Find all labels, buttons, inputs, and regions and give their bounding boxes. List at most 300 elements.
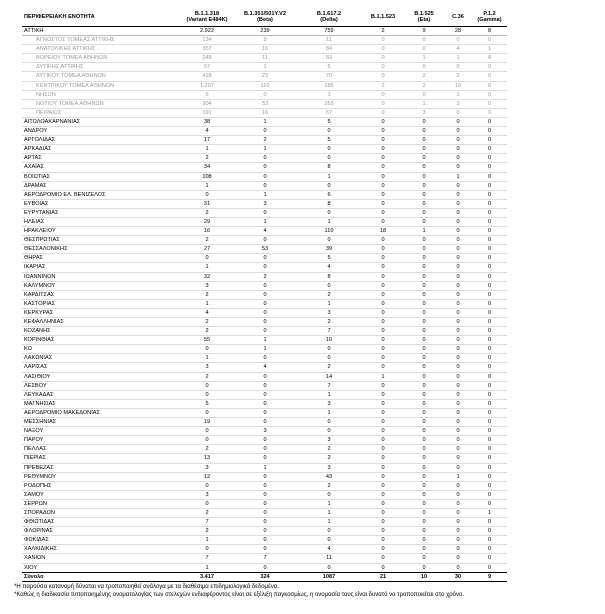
- cell-value: 0: [422, 237, 426, 244]
- row-label: ΑΡΤΑΣ: [24, 155, 42, 162]
- cell-value: 0: [381, 419, 385, 426]
- cell-value: 0: [422, 300, 426, 307]
- cell-value: 6: [327, 191, 331, 198]
- cell-value: 1: [263, 464, 267, 471]
- cell-value: 2.922: [180, 27, 234, 36]
- row-label: ΦΘΙΩΤΙΔΑΣ: [24, 519, 55, 526]
- cell-value: 11: [262, 55, 268, 62]
- cell-value: 0: [487, 346, 492, 353]
- cell-value: 0: [456, 64, 460, 71]
- table-row: [22, 554, 507, 563]
- header-line-1: ΠΕΡΙΦΕΡΕΙΑΚΗ ΕΝΟΤΗΤΑ: [24, 13, 95, 20]
- cell-value: 0: [487, 319, 492, 325]
- cell-value: 0: [381, 564, 385, 571]
- cell-value: 1: [205, 146, 209, 153]
- cell-value: 5: [327, 255, 331, 262]
- cell-value: 304: [202, 100, 212, 107]
- cell-value: 0: [456, 291, 460, 298]
- cell-value: 17: [203, 137, 211, 144]
- cell-value: 0: [422, 528, 426, 535]
- header-line-2: (Delta): [320, 17, 338, 23]
- cell-value: 1: [263, 64, 267, 71]
- table-row-subarea: [22, 36, 507, 45]
- cell-value: 0: [263, 209, 267, 216]
- cell-value: 3: [205, 464, 209, 471]
- row-label: ΒΟΙΩΤΙΑΣ: [24, 173, 50, 180]
- cell-value: 1: [327, 500, 331, 507]
- cell-value: 0: [263, 182, 267, 189]
- row-label: ΧΑΛΚΙΔΙΚΗΣ: [24, 546, 58, 553]
- cell-value: 0: [327, 128, 331, 135]
- cell-value: 0: [422, 46, 426, 53]
- cell-value: 0: [263, 546, 267, 553]
- cell-value: 253: [324, 100, 334, 107]
- cell-value: 0: [422, 182, 426, 189]
- cell-value: 0: [263, 91, 267, 98]
- cell-value: 0: [263, 164, 267, 171]
- cell-value: 11: [326, 555, 332, 562]
- cell-value: 0: [487, 364, 492, 371]
- cell-value: 0: [327, 537, 331, 544]
- cell-value: 0: [381, 555, 385, 562]
- cell-value: 38: [203, 118, 211, 125]
- cell-value: 0: [487, 255, 492, 262]
- cell-value: 0: [327, 155, 331, 162]
- cell-value: 0: [205, 482, 209, 489]
- cell-value: 2: [205, 373, 209, 380]
- cell-value: 0: [456, 118, 460, 125]
- cell-value: 0: [487, 382, 492, 389]
- cell-value: 0: [422, 446, 426, 453]
- cell-value: 0: [487, 391, 492, 398]
- table-row: [22, 390, 507, 399]
- cell-value: 43: [325, 473, 333, 480]
- cell-value: 0: [381, 282, 385, 289]
- cell-value: 0: [381, 364, 385, 371]
- table-row: [22, 136, 507, 145]
- cell-value: 0: [381, 346, 385, 353]
- cell-value: 0: [456, 346, 460, 353]
- table-row: [22, 236, 507, 245]
- cell-value: 0: [422, 164, 426, 171]
- cell-value: 83: [325, 55, 333, 62]
- cell-value: 2: [205, 155, 209, 162]
- cell-value: 0: [487, 128, 492, 135]
- cell-value: 2: [263, 137, 267, 144]
- cell-value: 32: [203, 273, 211, 280]
- cell-value: 2: [263, 273, 267, 280]
- cell-value: 0: [487, 273, 492, 280]
- cell-value: 0: [263, 319, 267, 325]
- cell-value: 0: [456, 309, 460, 316]
- cell-value: 1: [327, 300, 331, 307]
- cell-value: 0: [205, 191, 209, 198]
- cell-value: 0: [381, 473, 385, 480]
- cell-value: 3: [205, 491, 209, 498]
- cell-value: 0: [456, 519, 460, 526]
- header-line-1: B.1.1.523: [370, 13, 396, 20]
- cell-value: 0: [422, 264, 426, 271]
- cell-value: 0: [422, 491, 426, 498]
- cell-value: 0: [487, 264, 492, 271]
- cell-value: 0: [327, 564, 331, 571]
- cell-value: 418: [202, 73, 212, 80]
- cell-value: 0: [263, 437, 267, 444]
- cell-value: 0: [422, 537, 426, 544]
- row-label: ΣΠΟΡΑΔΩΝ: [24, 509, 55, 516]
- cell-value: 7: [205, 519, 209, 526]
- cell-value: 0: [205, 346, 209, 353]
- cell-value: 0: [205, 409, 209, 416]
- variant-distribution-table-wrapper: [22, 8, 507, 582]
- cell-value: 1: [487, 46, 492, 53]
- cell-value: 0: [422, 546, 426, 553]
- table-row-attiki: [22, 27, 507, 36]
- cell-value: 3: [422, 109, 426, 116]
- cell-value: 0: [422, 37, 426, 44]
- cell-value: 2: [205, 328, 209, 335]
- cell-value: 0: [422, 128, 426, 135]
- cell-value: 8: [327, 164, 331, 171]
- row-label: ΜΕΣΣΗΝΙΑΣ: [24, 419, 57, 426]
- cell-value: 0: [381, 246, 385, 253]
- row-label: Σύνολο: [22, 572, 180, 581]
- cell-value: 0: [381, 100, 385, 107]
- cell-value: 0: [422, 309, 426, 316]
- cell-value: 6: [205, 91, 209, 98]
- table-row: [22, 445, 507, 454]
- cell-value: 1: [263, 191, 267, 198]
- cell-value: 21: [362, 572, 404, 581]
- row-label: ΡΟΔΟΠΗΣ: [24, 482, 52, 489]
- cell-value: 0: [422, 291, 426, 298]
- cell-value: 14: [325, 373, 333, 380]
- cell-value: 0: [205, 391, 209, 398]
- cell-value: 70: [325, 73, 333, 80]
- cell-value: 55: [203, 337, 211, 344]
- cell-value: 1: [456, 473, 460, 480]
- table-row: [22, 372, 507, 381]
- cell-value: 0: [456, 491, 460, 498]
- cell-value: 0: [381, 209, 385, 216]
- cell-value: 0: [381, 391, 385, 398]
- cell-value: 0: [456, 218, 460, 225]
- cell-value: 0: [456, 137, 460, 144]
- cell-value: 3: [456, 100, 460, 107]
- cell-value: 0: [456, 237, 460, 244]
- cell-value: 0: [456, 228, 460, 235]
- cell-value: 1: [205, 355, 209, 362]
- cell-value: 2: [327, 319, 331, 325]
- column-header-variant: [472, 8, 507, 27]
- cell-value: 0: [381, 309, 385, 316]
- table-row: [22, 290, 507, 299]
- cell-value: 1: [327, 391, 331, 398]
- cell-value: 0: [381, 482, 385, 489]
- cell-value: 0: [381, 500, 385, 507]
- cell-value: 0: [422, 319, 426, 325]
- cell-value: 0: [487, 455, 492, 462]
- cell-value: 0: [422, 246, 426, 253]
- cell-value: 0: [422, 455, 426, 462]
- cell-value: 0: [381, 46, 385, 53]
- cell-value: 0: [487, 300, 492, 307]
- row-label: ΒΟΡΕΙΟΥ ΤΟΜΕΑ ΑΘΗΝΩΝ: [36, 55, 108, 62]
- cell-value: 1: [205, 537, 209, 544]
- cell-value: 84: [325, 46, 333, 53]
- cell-value: 0: [381, 146, 385, 153]
- cell-value: 5: [205, 400, 209, 407]
- cell-value: 110: [324, 228, 334, 235]
- cell-value: 0: [263, 473, 267, 480]
- cell-value: 11: [326, 37, 332, 44]
- cell-value: 0: [422, 355, 426, 362]
- cell-value: 0: [487, 291, 492, 298]
- row-label: ΑΝΔΡΟΥ: [24, 128, 48, 135]
- cell-value: 0: [422, 191, 426, 198]
- cell-value: 0: [205, 500, 209, 507]
- cell-value: 0: [263, 509, 267, 516]
- cell-value: 0: [456, 264, 460, 271]
- cell-value: 0: [327, 428, 331, 435]
- cell-value: 0: [456, 319, 460, 325]
- cell-value: 0: [422, 255, 426, 262]
- cell-value: 0: [327, 346, 331, 353]
- cell-value: 0: [487, 400, 492, 407]
- cell-value: 0: [263, 309, 267, 316]
- cell-value: 67: [325, 109, 333, 116]
- cell-value: 0: [422, 509, 426, 516]
- cell-value: 0: [456, 200, 460, 207]
- cell-value: 0: [381, 173, 385, 180]
- cell-value: 0: [263, 409, 267, 416]
- cell-value: 0: [456, 191, 460, 198]
- cell-value: 239: [234, 27, 296, 36]
- cell-value: 357: [202, 46, 212, 53]
- cell-value: 3: [263, 200, 267, 207]
- cell-value: 0: [422, 282, 426, 289]
- cell-value: 0: [381, 128, 385, 135]
- row-label: ΑΝΑΤΟΛΙΚΗΣ ΑΤΤΙΚΗΣ: [36, 46, 96, 53]
- cell-value: 0: [487, 564, 492, 571]
- cell-value: 0: [422, 428, 426, 435]
- header-line-2: (Beta): [257, 17, 273, 23]
- row-label: ΣΕΡΡΩΝ: [24, 500, 47, 507]
- cell-value: 0: [381, 328, 385, 335]
- cell-value: 0: [327, 182, 331, 189]
- cell-value: 1087: [296, 572, 362, 581]
- row-label: ΛΕΣΒΟΥ: [24, 382, 47, 389]
- cell-value: 0: [381, 491, 385, 498]
- cell-value: 2: [205, 509, 209, 516]
- cell-value: 2: [456, 73, 460, 80]
- cell-value: 0: [263, 355, 267, 362]
- row-label: ΕΥΡΥΤΑΝΙΑΣ: [24, 209, 59, 216]
- cell-value: 4: [263, 364, 267, 371]
- header-line-1: P.1.2: [483, 10, 496, 17]
- cell-value: 0: [263, 300, 267, 307]
- cell-value: 0: [456, 146, 460, 153]
- cell-value: 4: [263, 228, 267, 235]
- cell-value: 0: [381, 37, 385, 44]
- cell-value: 0: [381, 64, 385, 71]
- cell-value: 1: [327, 409, 331, 416]
- cell-value: 0: [422, 146, 426, 153]
- cell-value: 0: [487, 537, 492, 544]
- cell-value: 7: [205, 555, 209, 562]
- cell-value: 0: [487, 328, 492, 335]
- row-label: ΚΑΣΤΟΡΙΑΣ: [24, 300, 56, 307]
- cell-value: 0: [327, 528, 331, 535]
- header-line-2: (Eta): [417, 17, 431, 23]
- cell-value: 2: [205, 209, 209, 216]
- cell-value: 2: [205, 446, 209, 453]
- cell-value: 0: [487, 473, 492, 480]
- cell-value: 0: [381, 464, 385, 471]
- cell-value: 0: [381, 255, 385, 262]
- row-label: ΕΥΒΟΙΑΣ: [24, 200, 49, 207]
- cell-value: 3: [327, 309, 331, 316]
- row-label: ΠΡΕΒΕΖΑΣ: [24, 464, 54, 471]
- table-row: [22, 172, 507, 181]
- row-label: ΚΩ: [24, 346, 32, 353]
- cell-value: 0: [487, 546, 492, 553]
- cell-value: 1: [456, 91, 460, 98]
- cell-value: 1: [327, 91, 331, 98]
- cell-value: 0: [456, 464, 460, 471]
- cell-value: 28: [444, 27, 472, 36]
- row-label: ΠΕΛΛΑΣ: [24, 446, 47, 453]
- cell-value: 134: [202, 37, 212, 44]
- table-row: [22, 345, 507, 354]
- cell-value: 7: [327, 382, 331, 389]
- table-row-subarea: [22, 54, 507, 63]
- cell-value: 4: [205, 128, 209, 135]
- cell-value: 30: [444, 572, 472, 581]
- cell-value: 0: [422, 137, 426, 144]
- table-row: [22, 381, 507, 390]
- cell-value: 1.207: [200, 82, 214, 89]
- table-header: [22, 8, 507, 27]
- column-header-variant: [180, 8, 234, 27]
- cell-value: 0: [381, 218, 385, 225]
- cell-value: 0: [422, 409, 426, 416]
- cell-value: 0: [422, 364, 426, 371]
- cell-value: 1: [263, 118, 267, 125]
- row-label: ΚΕΝΤΡΙΚΟΥ ΤΟΜΕΑ ΑΘΗΝΩΝ: [36, 82, 115, 89]
- cell-value: 1: [263, 218, 267, 225]
- table-row: [22, 145, 507, 154]
- cell-value: 0: [205, 437, 209, 444]
- cell-value: 9: [472, 572, 507, 581]
- cell-value: 0: [456, 109, 460, 116]
- table-row: [22, 490, 507, 499]
- cell-value: 13: [203, 455, 211, 462]
- cell-value: 0: [422, 382, 426, 389]
- row-label: ΙΩΑΝΝΙΝΩΝ: [24, 273, 56, 280]
- cell-value: 0: [456, 373, 460, 380]
- cell-value: 0: [422, 155, 426, 162]
- cell-value: 0: [381, 446, 385, 453]
- cell-value: 10: [404, 572, 444, 581]
- table-row: [22, 454, 507, 463]
- cell-value: 0: [422, 91, 426, 98]
- cell-value: 0: [456, 337, 460, 344]
- cell-value: 0: [263, 373, 267, 380]
- cell-value: 0: [422, 118, 426, 125]
- cell-value: 0: [456, 255, 460, 262]
- cell-value: 53: [261, 100, 269, 107]
- cell-value: 0: [381, 355, 385, 362]
- cell-value: 0: [456, 455, 460, 462]
- cell-value: 0: [487, 428, 492, 435]
- cell-value: 1: [422, 100, 426, 107]
- cell-value: 0: [487, 437, 492, 444]
- cell-value: 0: [422, 482, 426, 489]
- cell-value: 0: [327, 237, 331, 244]
- cell-value: 0: [381, 200, 385, 207]
- cell-value: 0: [456, 500, 460, 507]
- cell-value: 1: [327, 519, 331, 526]
- cell-value: 1: [263, 337, 267, 344]
- row-label: ΛΑΡΙΣΑΣ: [24, 364, 48, 371]
- cell-value: 0: [456, 409, 460, 416]
- cell-value: 16: [454, 82, 462, 89]
- cell-value: 0: [263, 255, 267, 262]
- row-label: ΚΟΖΑΝΗΣ: [24, 328, 51, 335]
- cell-value: 1: [205, 182, 209, 189]
- table-row: [22, 199, 507, 208]
- row-label: ΚΟΡΙΝΘΙΑΣ: [24, 337, 55, 344]
- cell-value: 0: [456, 164, 460, 171]
- cell-value: 0: [487, 37, 492, 44]
- cell-value: 0: [381, 182, 385, 189]
- cell-value: 0: [487, 519, 492, 526]
- cell-value: 0: [487, 155, 492, 162]
- row-label: ΛΕΥΚΑΔΑΣ: [24, 391, 54, 398]
- table-row: [22, 254, 507, 263]
- table-row: [22, 563, 507, 572]
- cell-value: 5: [327, 118, 331, 125]
- cell-value: 0: [422, 200, 426, 207]
- cell-value: 8: [327, 273, 331, 280]
- cell-value: 4: [205, 309, 209, 316]
- row-label: ΝΑΞΟΥ: [24, 428, 44, 435]
- table-row-subarea: [22, 45, 507, 54]
- cell-value: 1: [327, 173, 331, 180]
- cell-value: 0: [487, 228, 492, 235]
- header-line-1: B.1.525: [414, 10, 434, 17]
- cell-value: 0: [205, 255, 209, 262]
- cell-value: 0: [487, 173, 492, 180]
- cell-value: 1: [456, 173, 460, 180]
- cell-value: 2: [205, 237, 209, 244]
- column-header-variant: [296, 8, 362, 27]
- row-label: ΗΡΑΚΛΕΙΟΥ: [24, 228, 56, 235]
- cell-value: 0: [456, 400, 460, 407]
- cell-value: 0: [456, 446, 460, 453]
- cell-value: 0: [327, 209, 331, 216]
- cell-value: 0: [422, 555, 426, 562]
- cell-value: 0: [456, 391, 460, 398]
- cell-value: 0: [487, 528, 492, 535]
- table-row: [22, 408, 507, 417]
- cell-value: 0: [487, 555, 492, 562]
- cell-value: 0: [456, 546, 460, 553]
- cell-value: 2: [362, 27, 404, 36]
- cell-value: 4: [327, 546, 331, 553]
- cell-value: 19: [203, 419, 211, 426]
